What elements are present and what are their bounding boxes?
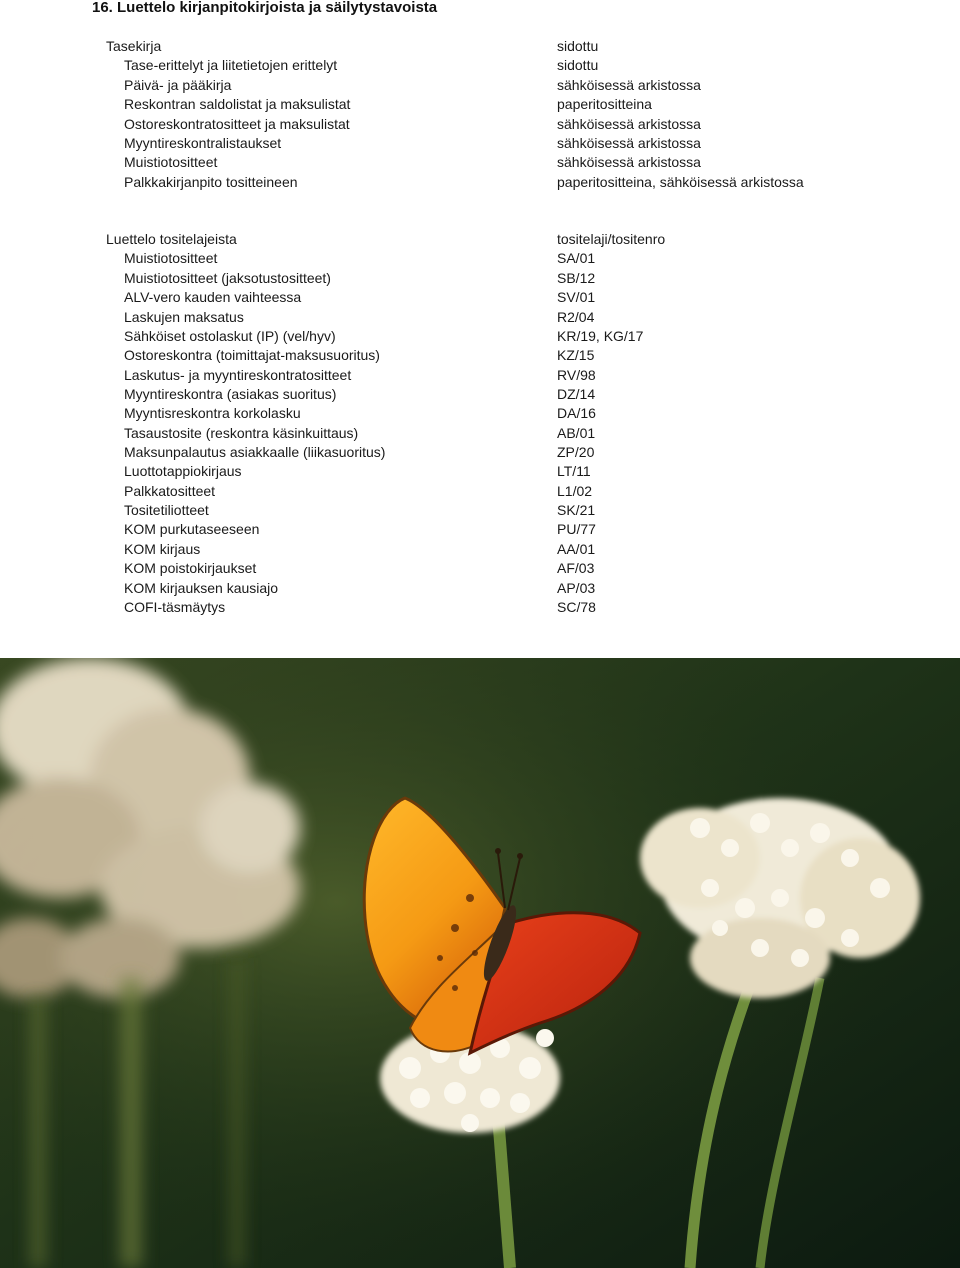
s1-label-0: Tase-erittelyt ja liitetietojen erittelyt xyxy=(124,57,338,73)
s2-value-0: SA/01 xyxy=(557,250,596,266)
s2-value-16: AF/03 xyxy=(557,560,595,576)
s2-label-9: Tasaustosite (reskontra käsinkuittaus) xyxy=(124,425,359,441)
s1-value-1: sähköisessä arkistossa xyxy=(557,77,701,93)
s2-value-13: SK/21 xyxy=(557,502,596,518)
s2-value-17: AP/03 xyxy=(557,580,596,596)
s2-label-3: Laskujen maksatus xyxy=(124,309,244,325)
s1-value-3: sähköisessä arkistossa xyxy=(557,116,701,132)
s1-label-4: Myyntireskontralistaukset xyxy=(124,135,282,151)
s2-value-7: DZ/14 xyxy=(557,386,596,402)
s1-value-6: paperitositteina, sähköisessä arkistossa xyxy=(557,174,804,190)
s1-value-4: sähköisessä arkistossa xyxy=(557,135,701,151)
butterfly-photo xyxy=(0,658,960,1268)
s2-value-8: DA/16 xyxy=(557,405,596,421)
s2-label-4: Sähköiset ostolaskut (IP) (vel/hyv) xyxy=(124,328,336,344)
s2-label-5: Ostoreskontra (toimittajat-maksusuoritus) xyxy=(124,347,380,363)
s2-value-5: KZ/15 xyxy=(557,347,595,363)
s2-value-11: LT/11 xyxy=(557,463,591,479)
s1-label-3: Ostoreskontratositteet ja maksulistat xyxy=(124,116,350,132)
s1-label-5: Muistiotositteet xyxy=(124,154,218,170)
s1-value-5: sähköisessä arkistossa xyxy=(557,154,701,170)
s1-value-2: paperitositteina xyxy=(557,96,652,112)
s2-label-13: Tositetiliotteet xyxy=(124,502,209,518)
s2-label-18: COFI-täsmäytys xyxy=(124,599,226,615)
s2-label-1: Muistiotositteet (jaksotustositteet) xyxy=(124,270,331,286)
s2-value-15: AA/01 xyxy=(557,541,596,557)
section1-title-value: sidottu xyxy=(557,38,599,54)
s2-label-12: Palkkatositteet xyxy=(124,483,216,499)
s2-label-14: KOM purkutaseeseen xyxy=(124,521,260,537)
s1-label-2: Reskontran saldolistat ja maksulistat xyxy=(124,96,351,112)
s2-label-17: KOM kirjauksen kausiajo xyxy=(124,580,279,596)
s2-value-1: SB/12 xyxy=(557,270,596,286)
s2-label-7: Myyntireskontra (asiakas suoritus) xyxy=(124,386,337,402)
s2-value-4: KR/19, KG/17 xyxy=(557,328,644,344)
s2-label-2: ALV-vero kauden vaihteessa xyxy=(124,289,302,305)
s2-label-8: Myyntisreskontra korkolasku xyxy=(124,405,301,421)
s2-label-0: Muistiotositteet xyxy=(124,250,218,266)
s2-label-11: Luottotappiokirjaus xyxy=(124,463,242,479)
s2-value-18: SC/78 xyxy=(557,599,596,615)
s2-value-9: AB/01 xyxy=(557,425,596,441)
s1-label-6: Palkkakirjanpito tositteineen xyxy=(124,174,298,190)
s2-value-3: R2/04 xyxy=(557,309,595,325)
s1-value-0: sidottu xyxy=(557,57,599,73)
s2-label-10: Maksunpalautus asiakkaalle (liikasuoritus) xyxy=(124,444,386,460)
s2-value-6: RV/98 xyxy=(557,367,596,383)
s2-label-16: KOM poistokirjaukset xyxy=(124,560,257,576)
s2-label-6: Laskutus- ja myyntireskontratositteet xyxy=(124,367,352,383)
s2-value-10: ZP/20 xyxy=(557,444,595,460)
s1-label-1: Päivä- ja pääkirja xyxy=(124,77,232,93)
section2-title-value: tositelaji/tositenro xyxy=(557,231,666,247)
s2-value-2: SV/01 xyxy=(557,289,596,305)
s2-label-15: KOM kirjaus xyxy=(124,541,201,557)
s2-value-12: L1/02 xyxy=(557,483,593,499)
section1-title: Tasekirja xyxy=(106,38,162,54)
page-heading: 16. Luettelo kirjanpitokirjoista ja säilytystavoista xyxy=(92,0,438,16)
section2-title: Luettelo tositelajeista xyxy=(106,231,237,247)
s2-value-14: PU/77 xyxy=(557,521,596,537)
